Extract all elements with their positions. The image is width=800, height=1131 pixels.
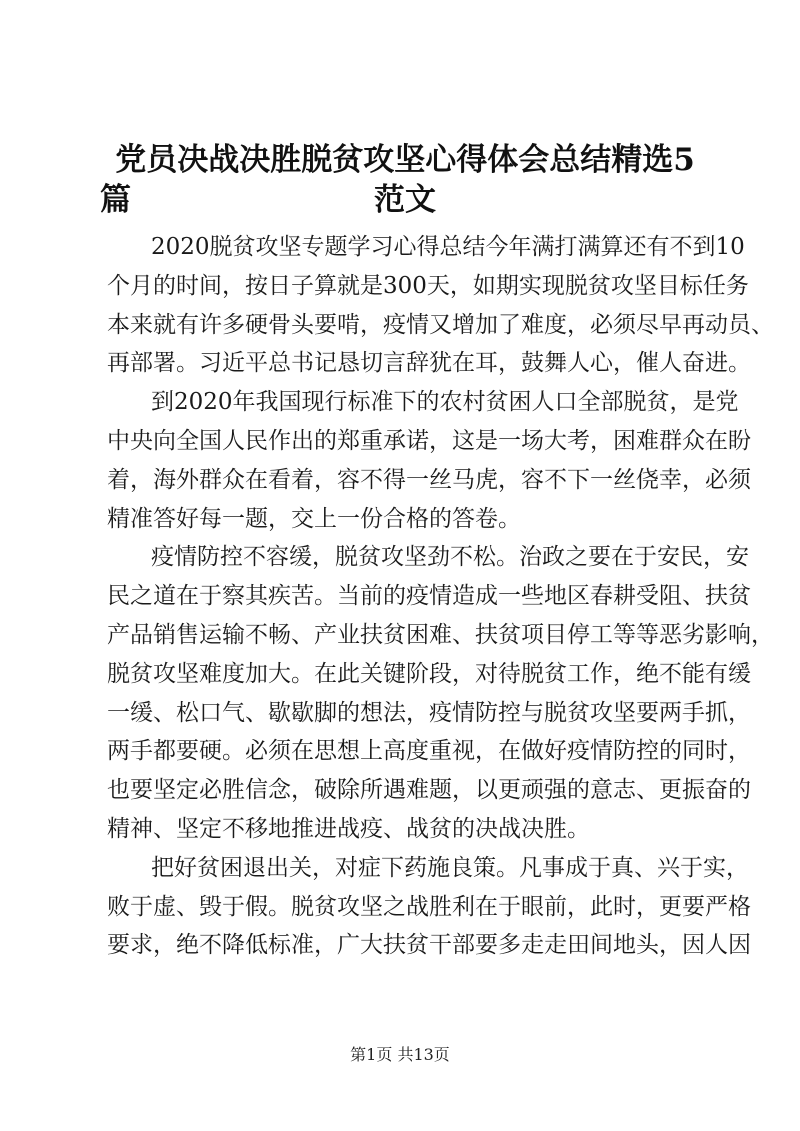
text-line: 产品销售运输不畅、产业扶贫困难、扶贫项目停工等等恶劣影响， — [107, 621, 774, 648]
paragraph-3 — [107, 538, 774, 848]
text-line: 民之道在于察其疾苦。当前的疫情造成一些地区春耕受阻、扶贫 — [107, 583, 751, 610]
text-line: 2020脱贫攻坚专题学习心得总结今年满打满算还有不到10 — [151, 234, 745, 260]
text-line: 再部署。习近平总书记恳切言辞犹在耳，鼓舞人心，催人奋进。 — [107, 350, 751, 377]
text-line: 脱贫攻坚难度加大。在此关键阶段，对待脱贫工作，绝不能有缓 — [107, 660, 751, 687]
document-title-line-1: 党员决战决胜脱贫攻坚心得体会总结精选5篇 — [100, 142, 695, 218]
text-line: 精准答好每一题，交上一份合格的答卷。 — [107, 505, 521, 532]
document-title-line-2: 范文 — [374, 182, 436, 218]
paragraph-1 — [107, 228, 774, 383]
text-line: 中央向全国人民作出的郑重承诺，这是一场大考，困难群众在盼 — [107, 427, 751, 454]
text-line: 个月的时间，按日子算就是300天，如期实现脱贫攻坚目标任务 — [107, 272, 749, 299]
document-body — [107, 228, 774, 965]
paragraph-4 — [107, 849, 751, 965]
text-line: 败于虚、毁于假。脱贫攻坚之战胜利在于眼前，此时，更要严格 — [107, 893, 751, 920]
text-line: 疫情防控不容缓，脱贫攻坚劲不松。治政之要在于安民，安 — [151, 544, 749, 571]
text-line: 着，海外群众在看着，容不得一丝马虎，容不下一丝侥幸，必须 — [107, 466, 751, 493]
text-line: 本来就有许多硬骨头要啃，疫情又增加了难度，必须尽早再动员、 — [107, 311, 774, 338]
text-line: 也要坚定必胜信念，破除所遇难题，以更顽强的意志、更振奋的 — [107, 777, 751, 804]
text-line: 一缓、松口气、歇歇脚的想法，疫情防控与脱贫攻坚要两手抓， — [107, 699, 751, 726]
text-line: 两手都要硬。必须在思想上高度重视，在做好疫情防控的同时， — [107, 738, 751, 765]
paragraph-2 — [107, 383, 751, 538]
page-number-footer: 第1页 共13页 — [350, 1045, 450, 1064]
text-line: 要求，绝不降低标准，广大扶贫干部要多走走田间地头，因人因 — [107, 932, 751, 959]
text-line: 把好贫困退出关，对症下药施良策。凡事成于真、兴于实， — [151, 854, 749, 881]
text-line: 精神、坚定不移地推进战疫、战贫的决战决胜。 — [107, 815, 590, 842]
text-line: 到2020年我国现行标准下的农村贫困人口全部脱贫，是党 — [151, 389, 739, 416]
